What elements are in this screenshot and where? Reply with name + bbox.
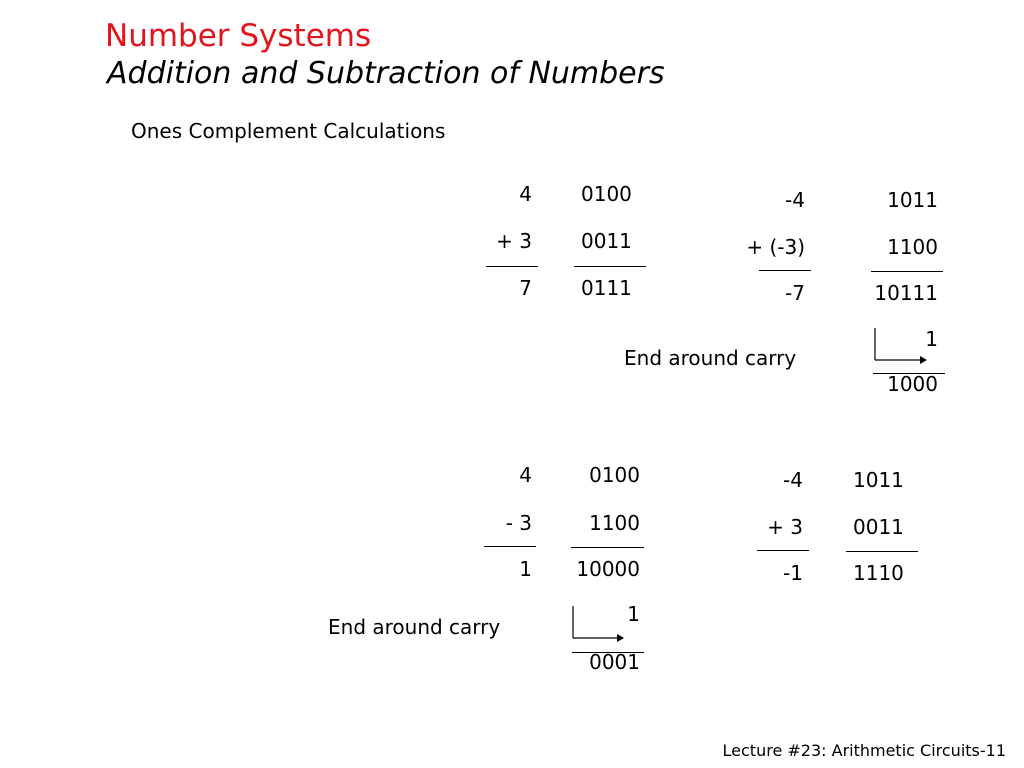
ex3-dec-operand-1: 4: [519, 463, 532, 487]
slide-subtitle: Addition and Subtraction of Numbers: [107, 56, 665, 91]
slide-footer: Lecture #23: Arithmetic Circuits-11: [722, 741, 1006, 760]
ex4-bin-operand-1: 1011: [853, 468, 904, 492]
ex2-bin-result: 10111: [874, 281, 938, 305]
ex3-bin-operand-2: 1100: [589, 511, 640, 535]
ex1-bin-result: 0111: [581, 276, 632, 300]
ex2-final-result: 1000: [887, 372, 938, 396]
ex1-dec-result: 7: [519, 276, 532, 300]
ex2-carry-label: End around carry: [624, 346, 797, 370]
ex1-bin-operand-1: 0100: [581, 182, 632, 206]
ex1-dec-operand-2: + 3: [496, 229, 532, 253]
ex2-dec-operand-1: -4: [785, 188, 805, 212]
ex3-dec-result: 1: [519, 557, 532, 581]
ex3-bin-rule: [571, 547, 644, 548]
ex4-dec-operand-1: -4: [783, 468, 803, 492]
ex1-bin-operand-2: 0011: [581, 229, 632, 253]
ex2-dec-rule: [759, 270, 811, 271]
section-heading: Ones Complement Calculations: [131, 119, 446, 143]
ex4-bin-result: 1110: [853, 561, 904, 585]
ex4-dec-operand-2: + 3: [767, 515, 803, 539]
ex2-dec-operand-2: + (-3): [746, 235, 805, 259]
ex2-carry-bit: 1: [925, 327, 938, 351]
ex1-dec-rule: [486, 266, 538, 267]
ex2-dec-result: -7: [785, 281, 805, 305]
ex3-bin-operand-1: 0100: [589, 463, 640, 487]
ex3-dec-rule: [484, 546, 536, 547]
ex3-carry-bit: 1: [627, 602, 640, 626]
ex4-dec-rule: [757, 550, 809, 551]
ex3-final-result: 0001: [589, 650, 640, 674]
ex4-dec-result: -1: [783, 561, 803, 585]
ex2-bin-rule: [871, 271, 943, 272]
slide-title: Number Systems: [105, 18, 372, 54]
ex2-carry-arrow-icon: [868, 325, 928, 365]
ex4-bin-rule: [846, 551, 918, 552]
ex1-bin-rule: [574, 266, 646, 267]
ex4-bin-operand-2: 0011: [853, 515, 904, 539]
ex2-bin-operand-2: 1100: [887, 235, 938, 259]
ex3-carry-arrow-icon: [567, 604, 627, 644]
ex2-bin-operand-1: 1011: [887, 188, 938, 212]
ex3-dec-operand-2: - 3: [505, 511, 532, 535]
ex3-carry-label: End around carry: [328, 615, 501, 639]
ex1-dec-operand-1: 4: [519, 182, 532, 206]
ex3-bin-result: 10000: [576, 557, 640, 581]
